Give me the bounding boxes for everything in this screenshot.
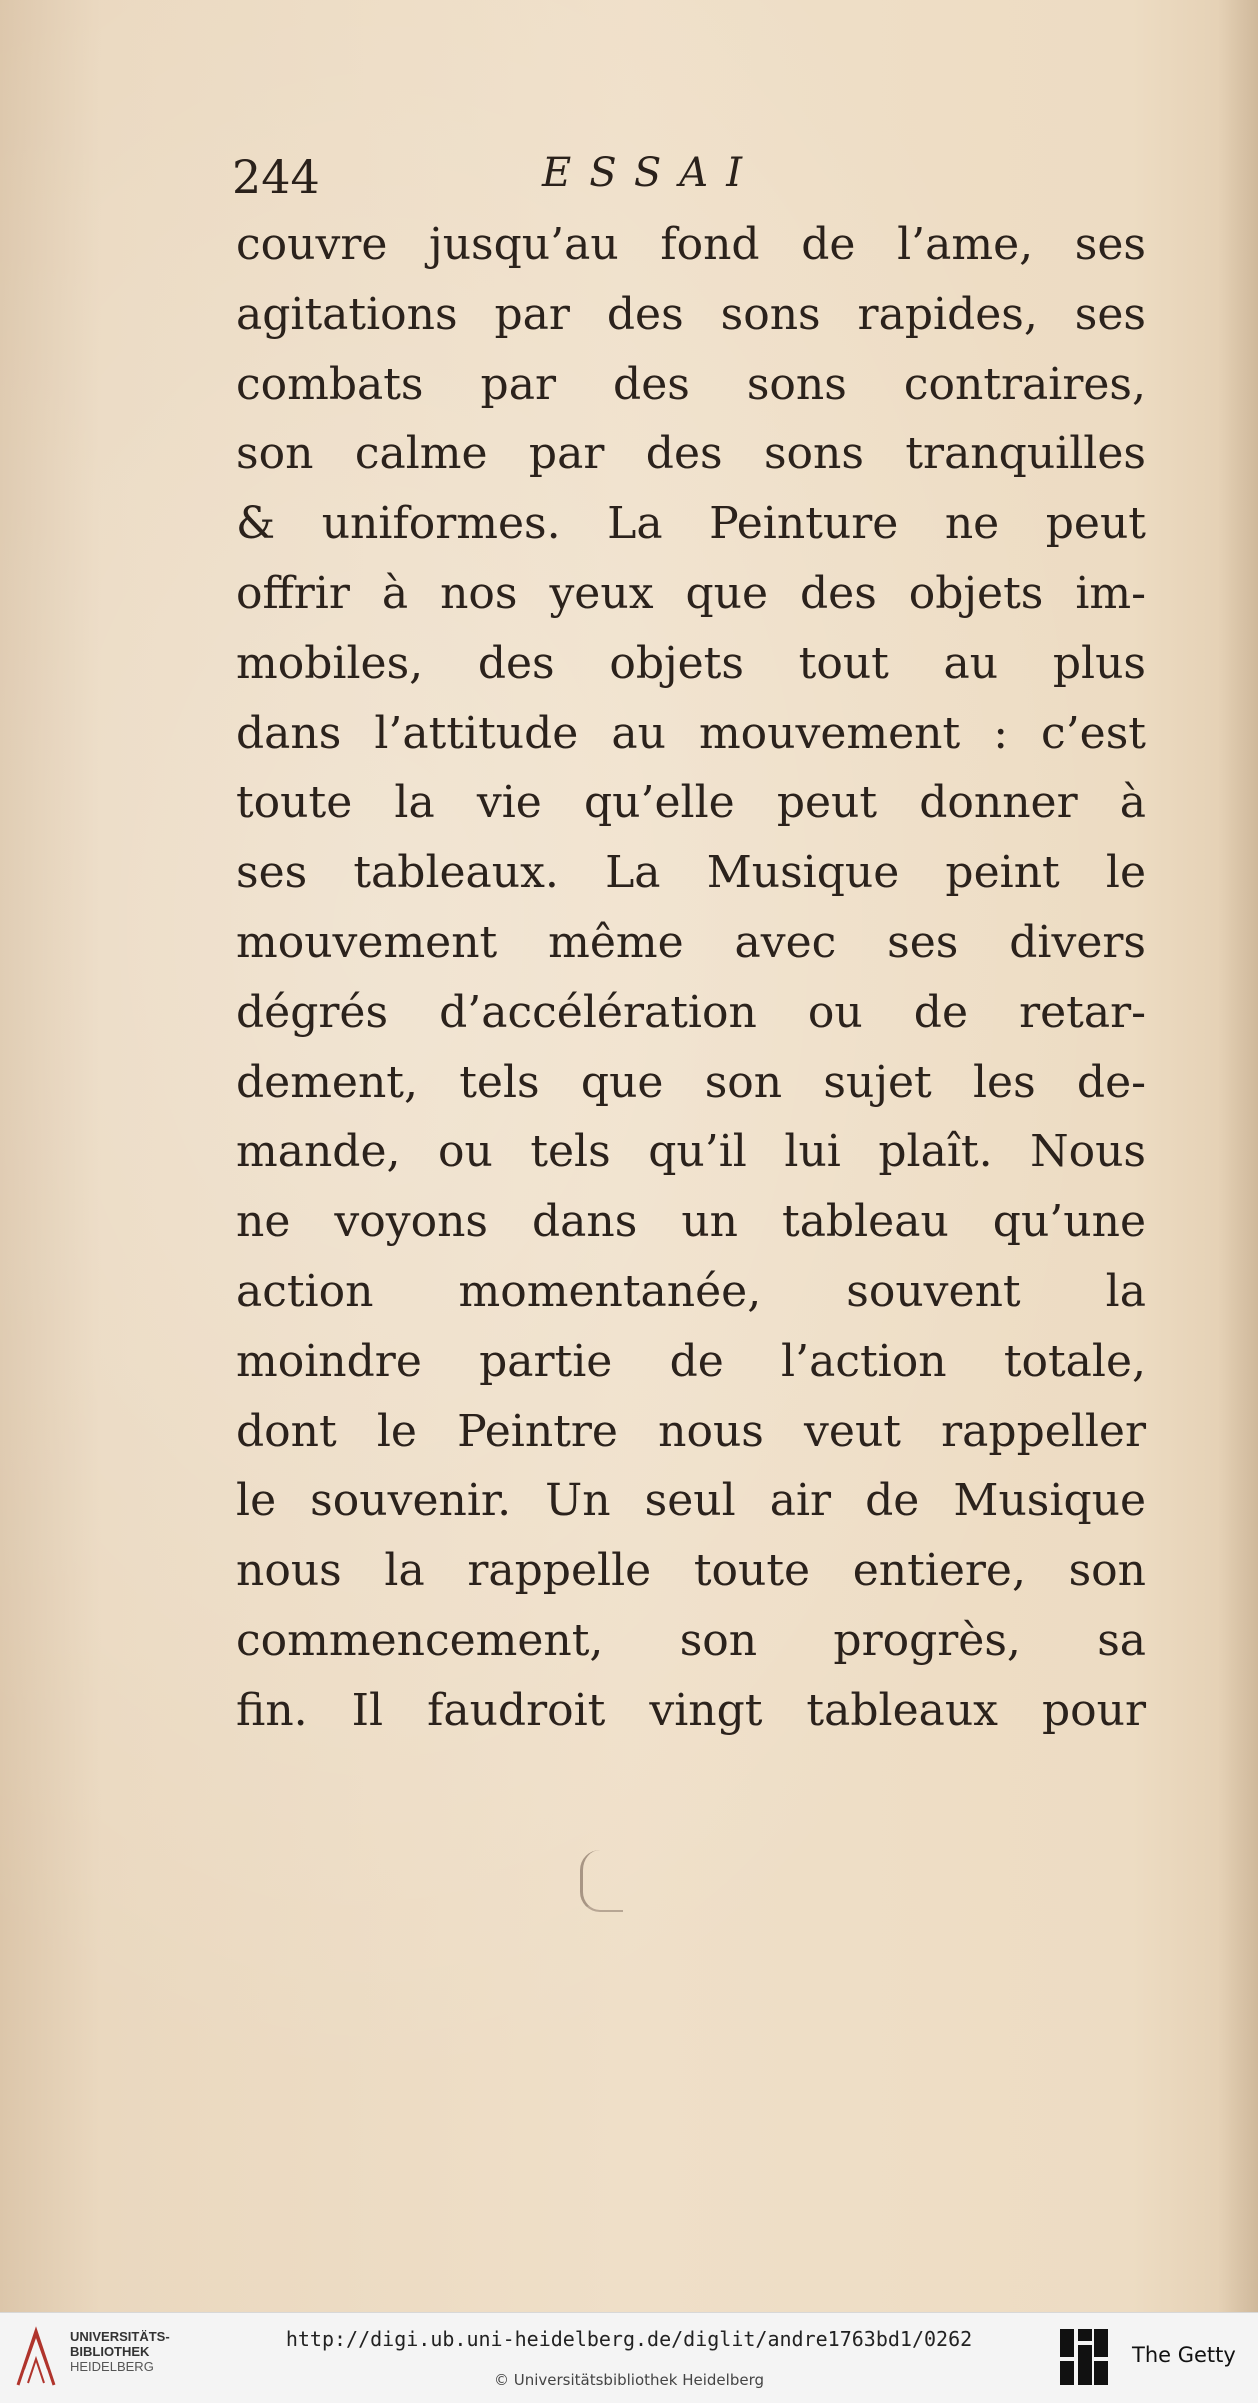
viewer-footer [0, 2312, 1258, 2403]
text-line: fin. Il faudroit vingt tableaux pour [236, 1684, 1146, 1736]
text-line: moindre partie de l’action totale, [236, 1335, 1146, 1387]
page-number: 244 [232, 150, 320, 204]
text-line: nous la rappelle toute entiere, son [236, 1545, 1146, 1597]
text-line: commencement, son progrès, sa [236, 1614, 1146, 1666]
text-line: toute la vie qu’elle peut donner à [236, 777, 1146, 829]
copyright-notice: © Universitätsbibliothek Heidelberg [493, 2371, 764, 2389]
text-line: offrir à nos yeux que des objets im- [236, 567, 1146, 619]
text-line: ses tableaux. La Musique peint le [236, 847, 1146, 899]
institution-line: BIBLIOTHEK [70, 2344, 150, 2359]
text-line: dement, tels que son sujet les de- [236, 1056, 1146, 1108]
text-line: son calme par des sons tranquilles [236, 428, 1146, 480]
body-text [236, 210, 1146, 1746]
getty-logo-icon [1058, 2327, 1110, 2387]
text-line: mobiles, des objets tout au plus [236, 637, 1146, 689]
text-line: mouvement même avec ses divers [236, 916, 1146, 968]
ink-smudge [580, 1850, 623, 1912]
permalink-url[interactable]: http://digi.ub.uni-heidelberg.de/diglit/andre1763bd1/0262 [285, 2327, 973, 2351]
institution-line: HEIDELBERG [70, 2359, 154, 2374]
text-line: mande, ou tels qu’il lui plaît. Nous [236, 1126, 1146, 1178]
text-line: dont le Peintre nous veut rappeller [236, 1405, 1146, 1457]
text-line: ne voyons dans un tableau qu’une [236, 1196, 1146, 1248]
partner-name: The Getty [1132, 2343, 1236, 2367]
text-line: dans l’attitude au mouvement : c’est [236, 707, 1146, 759]
text-line: couvre jusqu’au fond de l’ame, ses [236, 219, 1146, 270]
text-line: action momentanée, souvent la [236, 1265, 1146, 1317]
text-line: agitations par des sons rapides, ses [236, 288, 1146, 340]
text-line: dégrés d’accélération ou de retar- [236, 986, 1146, 1038]
text-line: combats par des sons contraires, [236, 358, 1146, 410]
running-title: ESSAI [542, 150, 760, 196]
text-line: le souvenir. Un seul air de Musique [236, 1475, 1146, 1527]
page-header [232, 150, 1132, 210]
institution-line: UNIVERSITÄTS- [70, 2329, 170, 2344]
text-line: & uniformes. La Peinture ne peut [236, 498, 1146, 550]
